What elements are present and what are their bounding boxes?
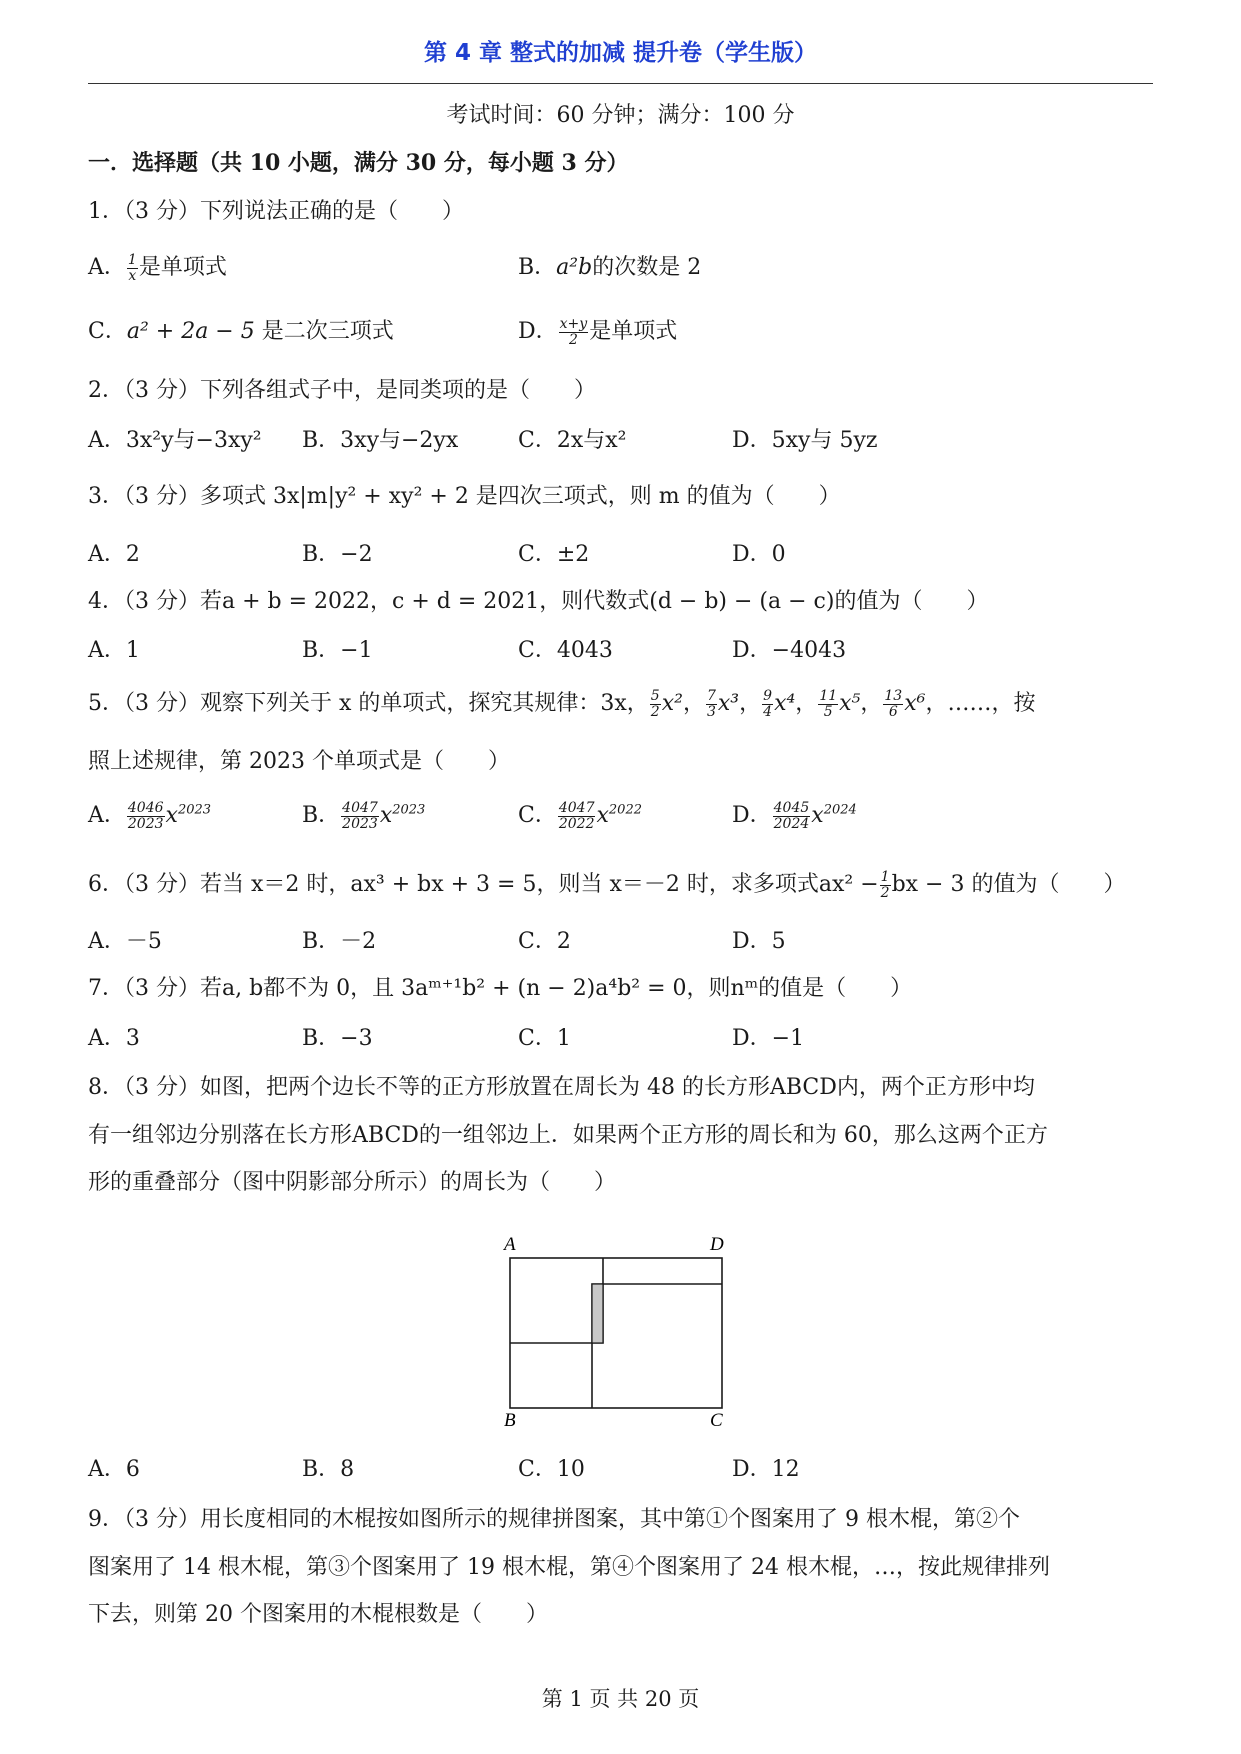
question-7-option-a: A．3 <box>88 1026 140 1051</box>
question-5-option-c <box>518 798 642 832</box>
denominator: 2 <box>880 884 890 901</box>
numerator: 1 <box>127 251 137 268</box>
question-6-option-c: C．2 <box>518 929 571 954</box>
question-7-option-d: D．−1 <box>732 1026 805 1051</box>
title-divider <box>88 83 1153 84</box>
question-6-option-b: B．－2 <box>302 929 377 954</box>
numerator: x+y <box>559 315 588 332</box>
rectangle-outline <box>510 1258 722 1408</box>
large-square-edge <box>592 1284 722 1408</box>
exponent: 2024 <box>823 802 857 818</box>
seq-term-3 <box>761 687 796 720</box>
question-8-option-c: C．10 <box>518 1457 585 1482</box>
power: x² <box>661 691 683 716</box>
question-5-option-a <box>88 798 211 832</box>
question-3-option-b: B．−2 <box>302 542 373 567</box>
option-label: A． <box>88 255 126 280</box>
seq-term-4 <box>817 687 861 720</box>
fraction <box>559 317 589 348</box>
fraction <box>773 801 811 832</box>
question-3-stem: 3．（3 分）多项式 3x|m|y² + xy² + 2 是四次三项式，则 m 的值为（ ） <box>88 484 841 509</box>
fraction <box>127 253 138 284</box>
option-math: a²b <box>556 255 593 280</box>
numerator: 1 <box>880 868 890 885</box>
numerator: 4047 <box>342 799 378 816</box>
option-math: a² + 2a − 5 <box>126 319 255 344</box>
option-label: D． <box>732 803 772 828</box>
numerator: 9 <box>763 687 773 704</box>
page-title: 第 4 章 整式的加减 提升卷（学生版） <box>423 40 818 66</box>
power: x³ <box>717 691 740 716</box>
question-1-option-b <box>518 250 701 281</box>
question-2-option-c: C．2x与x² <box>518 428 627 453</box>
denominator: 2022 <box>558 815 595 832</box>
seq-term-5 <box>882 687 926 720</box>
question-3-option-d: D．0 <box>732 542 786 567</box>
stem-text: ，……，按 <box>925 691 1036 716</box>
question-8-stem-line-3: 形的重叠部分（图中阴影部分所示）的周长为（ ） <box>88 1170 617 1195</box>
numerator: 4047 <box>558 799 595 816</box>
stem-text: bx − 3 的值为（ ） <box>891 872 1126 897</box>
question-3-option-a: A．2 <box>88 542 140 567</box>
question-8-option-b: B．8 <box>302 1457 355 1482</box>
seq-term-1 <box>649 687 683 720</box>
option-text: 是二次三项式 <box>254 319 394 344</box>
question-5-option-d <box>732 798 857 832</box>
question-6-stem <box>88 867 1125 901</box>
question-9-stem-line-3: 下去，则第 20 个图案用的木棍根数是（ ） <box>88 1602 548 1627</box>
denominator: 2023 <box>342 815 378 832</box>
denominator: 4 <box>763 703 773 720</box>
question-2-option-d: D．5xy与 5yz <box>732 428 878 453</box>
numerator: 5 <box>650 687 660 704</box>
numerator: 11 <box>819 687 838 704</box>
question-3-option-c: C．±2 <box>518 542 590 567</box>
question-7-option-b: B．−3 <box>302 1026 373 1051</box>
question-8-stem-line-2: 有一组邻边分别落在长方形ABCD的一组邻边上．如果两个正方形的周长和为 60，那么这两个正方 <box>88 1123 1048 1148</box>
option-text: 是单项式 <box>138 255 227 280</box>
question-6-option-d: D．5 <box>732 929 786 954</box>
fraction <box>880 870 891 901</box>
power: x⁵ <box>839 691 861 716</box>
option-text: 是单项式 <box>589 319 678 344</box>
denominator: 5 <box>823 703 833 720</box>
question-2-option-b: B．3xy与−2yx <box>302 428 459 453</box>
question-1-option-c <box>88 314 394 345</box>
option-label: B． <box>518 255 557 280</box>
label-d: D <box>710 1234 724 1255</box>
page-footer: 第 1 页 共 20 页 <box>541 1687 700 1711</box>
numerator: 4046 <box>127 799 164 816</box>
denominator: 6 <box>888 703 898 720</box>
fraction <box>650 689 661 720</box>
stem-text: 6．（3 分）若当 x＝2 时，ax³ + bx + 3 = 5，则当 x＝－2 时，求多项式ax² − <box>88 872 879 897</box>
fraction <box>558 801 596 832</box>
power: x⁴ <box>774 691 796 716</box>
question-8-option-a: A．6 <box>88 1457 140 1482</box>
numerator: 4045 <box>773 799 810 816</box>
fraction <box>706 689 717 720</box>
option-label: B． <box>302 803 341 828</box>
denominator: x <box>128 267 137 284</box>
question-1-stem: 1．（3 分）下列说法正确的是（ ） <box>88 199 464 224</box>
denominator: 2024 <box>773 815 810 832</box>
numerator: 7 <box>706 687 716 704</box>
variable: x <box>596 803 609 828</box>
fraction <box>818 689 838 720</box>
option-label: C． <box>88 319 127 344</box>
question-2-stem: 2．（3 分）下列各组式子中，是同类项的是（ ） <box>88 378 596 403</box>
exponent: 2023 <box>392 802 426 818</box>
stem-text: 5．（3 分）观察下列关于 x 的单项式，探究其规律：3x， <box>88 691 649 716</box>
question-2-option-a: A．3x²y与−3xy² <box>88 428 262 453</box>
variable: x <box>165 803 178 828</box>
fraction <box>341 801 379 832</box>
question-4-option-d: D．−4043 <box>732 638 847 663</box>
question-4-option-c: C．4043 <box>518 638 613 663</box>
numerator: 13 <box>884 687 903 704</box>
question-9-stem-line-1: 9．（3 分）用长度相同的木棍按如图所示的规律拼图案，其中第①个图案用了 9 根木棍，第②个 <box>88 1507 1020 1532</box>
denominator: 2 <box>650 703 660 720</box>
rectangle-abcd-figure <box>500 1228 750 1428</box>
option-label: C． <box>518 803 557 828</box>
small-square-edge <box>510 1258 603 1343</box>
denominator: 2 <box>568 331 578 348</box>
question-7-option-c: C．1 <box>518 1026 571 1051</box>
question-8-option-d: D．12 <box>732 1457 800 1482</box>
fraction <box>762 689 773 720</box>
denominator: 3 <box>706 703 716 720</box>
option-label: A． <box>88 803 126 828</box>
exponent: 2023 <box>177 802 212 818</box>
question-1-option-a <box>88 250 227 284</box>
question-5-stem-line-1: 5．（3 分）观察下列关于 x 的单项式，探究其规律：3x， $\frac{5}{2}$ x²， $\frac{7}{3}$ x³， $\frac{9}{4}$ x⁴， $\frac{11}{5}$ x⁵， $\frac{13}{6}$ x⁶，……，按 <box>88 687 1036 720</box>
question-5-stem-line-2: 照上述规律，第 2023 个单项式是（ ） <box>88 749 510 774</box>
option-label: D． <box>518 319 558 344</box>
option-text: 的次数是 2 <box>592 255 702 280</box>
power: x⁶ <box>904 691 926 716</box>
denominator: 2023 <box>127 815 164 832</box>
question-1-option-d <box>518 314 677 348</box>
question-6-option-a: A．－5 <box>88 929 162 954</box>
question-4-stem: 4．（3 分）若a + b = 2022，c + d = 2021，则代数式(d − b) − (a − c)的值为（ ） <box>88 589 989 614</box>
variable: x <box>379 803 393 828</box>
exponent: 2022 <box>608 802 642 818</box>
label-b: B <box>504 1410 516 1428</box>
shaded-overlap <box>592 1284 603 1343</box>
variable: x <box>811 803 824 828</box>
exam-meta: 考试时间：60 分钟；满分：100 分 <box>446 103 795 128</box>
question-8-stem-line-1: 8．（3 分）如图，把两个边长不等的正方形放置在周长为 48 的长方形ABCD内，两个正方形中均 <box>88 1075 1035 1100</box>
section-heading: 一．选择题（共 10 小题，满分 30 分，每小题 3 分） <box>88 150 629 176</box>
question-9-stem-line-2: 图案用了 14 根木棍，第③个图案用了 19 根木棍，第④个图案用了 24 根木棍，…，按此规律排列 <box>88 1555 1050 1580</box>
label-a: A <box>504 1234 516 1255</box>
question-4-option-a: A．1 <box>88 638 140 663</box>
question-7-stem: 7．（3 分）若a, b都不为 0，且 3aᵐ⁺¹b² + (n − 2)a⁴b² = 0，则nᵐ的值是（ ） <box>88 976 913 1001</box>
seq-term-2 <box>705 687 740 720</box>
label-c: C <box>710 1410 723 1428</box>
fraction <box>883 689 903 720</box>
fraction <box>127 801 165 832</box>
question-4-option-b: B．−1 <box>302 638 373 663</box>
question-5-option-b <box>302 798 425 832</box>
